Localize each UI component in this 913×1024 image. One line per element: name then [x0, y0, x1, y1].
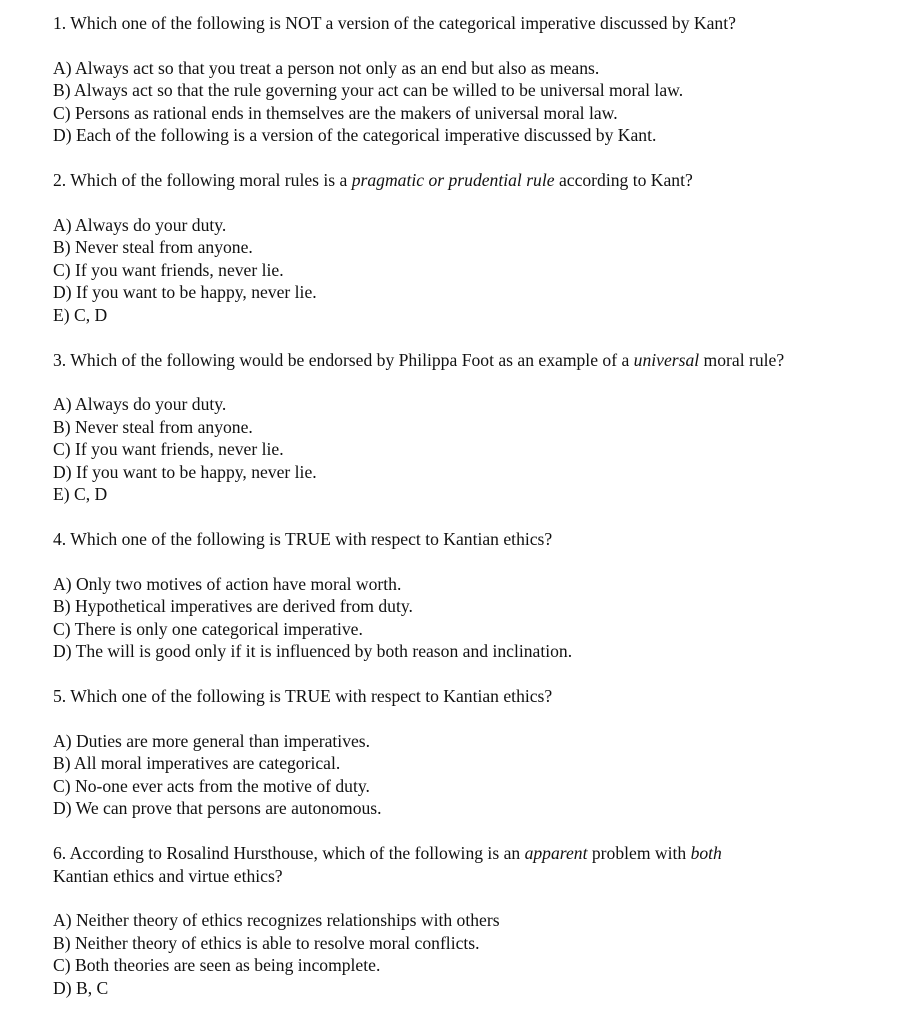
question-3-text-before: Which of the following would be endorsed by Philippa Foot as an example of a — [70, 349, 634, 370]
question-6-option-a: A) Neither theory of ethics recognizes relationships with others — [53, 910, 500, 930]
question-6-option-d: D) B, C — [53, 977, 109, 998]
question-6-options — [53, 909, 883, 999]
question-5-option-a: A) Duties are more general than imperatives. — [53, 730, 371, 751]
question-2-text-after: according to Kant? — [554, 170, 693, 190]
question-4-option-b: B) Hypothetical imperatives are derived from duty. — [53, 596, 413, 616]
question-3-option-c: C) If you want friends, never lie. — [53, 439, 284, 459]
question-6-stem — [53, 842, 883, 887]
question-1-stem — [53, 12, 883, 35]
question-1-option-b: B) Always act so that the rule governing your act can be willed to be universal moral law. — [53, 80, 684, 100]
question-2-option-e: E) C, D — [53, 304, 108, 325]
question-4 — [53, 528, 883, 663]
question-2-option-b: B) Never steal from anyone. — [53, 237, 253, 257]
question-3-option-a: A) Always do your duty. — [53, 394, 227, 414]
question-1-text: Which one of the following is NOT a version of the categorical imperative discussed by Kant? — [70, 13, 736, 33]
question-3-emphasis: universal — [633, 349, 700, 370]
question-2-option-d: D) If you want to be happy, never lie. — [53, 282, 317, 302]
question-2-emphasis: pragmatic or prudential rule — [351, 170, 555, 190]
question-2-text-before: Which of the following moral rules is a — [70, 170, 352, 190]
question-4-option-d: D) The will is good only if it is influenced by both reason and inclination. — [53, 641, 573, 661]
question-2 — [53, 169, 883, 326]
question-6 — [53, 842, 883, 999]
question-4-text: Which one of the following is TRUE with respect to Kantian ethics? — [70, 529, 553, 549]
question-5-number: 5. — [53, 686, 67, 706]
question-4-number: 4. — [53, 529, 67, 549]
question-6-option-b: B) Neither theory of ethics is able to resolve moral conflicts. — [53, 932, 480, 953]
question-1-option-d: D) Each of the following is a version of the categorical imperative discussed by Kant. — [53, 125, 657, 145]
question-5-text: Which one of the following is TRUE with respect to Kantian ethics? — [70, 686, 553, 706]
question-2-options — [53, 214, 883, 327]
question-5-option-d: D) We can prove that persons are autonomous. — [53, 798, 382, 818]
question-5-option-c: C) No-one ever acts from the motive of duty. — [53, 775, 370, 796]
question-3-options — [53, 393, 883, 506]
question-6-text-middle: problem with — [587, 843, 691, 863]
quiz-document — [53, 12, 883, 1022]
question-2-option-c: C) If you want friends, never lie. — [53, 259, 284, 280]
question-5-stem — [53, 685, 883, 708]
question-6-number: 6. — [53, 843, 67, 863]
question-5 — [53, 685, 883, 820]
question-6-emphasis-both: both — [690, 843, 722, 863]
question-2-option-a: A) Always do your duty. — [53, 214, 227, 235]
question-1-option-c: C) Persons as rational ends in themselves are the makers of universal moral law. — [53, 102, 618, 123]
question-4-option-c: C) There is only one categorical imperative. — [53, 618, 363, 639]
question-3-option-b: B) Never steal from anyone. — [53, 416, 253, 437]
question-1-option-a: A) Always act so that you treat a person not only as an end but also as means. — [53, 57, 600, 78]
question-3-text-after: moral rule? — [699, 349, 785, 370]
question-3 — [53, 349, 883, 506]
question-2-stem — [53, 169, 883, 192]
question-6-text-after: Kantian ethics and virtue ethics? — [53, 865, 283, 886]
question-1-number: 1. — [53, 13, 67, 33]
question-6-option-c: C) Both theories are seen as being incomplete. — [53, 955, 381, 975]
question-4-option-a: A) Only two motives of action have moral worth. — [53, 573, 402, 594]
question-6-emphasis-apparent: apparent — [524, 843, 588, 863]
question-1-options — [53, 57, 883, 147]
question-3-stem — [53, 349, 883, 372]
question-6-text-before: According to Rosalind Hursthouse, which of the following is an — [69, 843, 525, 863]
question-4-options — [53, 573, 883, 663]
question-1 — [53, 12, 883, 147]
question-5-option-b: B) All moral imperatives are categorical. — [53, 753, 341, 773]
question-3-option-d: D) If you want to be happy, never lie. — [53, 461, 317, 482]
question-4-stem — [53, 528, 883, 551]
question-3-number: 3. — [53, 349, 67, 370]
question-5-options — [53, 730, 883, 820]
question-2-number: 2. — [53, 170, 67, 190]
question-3-option-e: E) C, D — [53, 484, 108, 504]
